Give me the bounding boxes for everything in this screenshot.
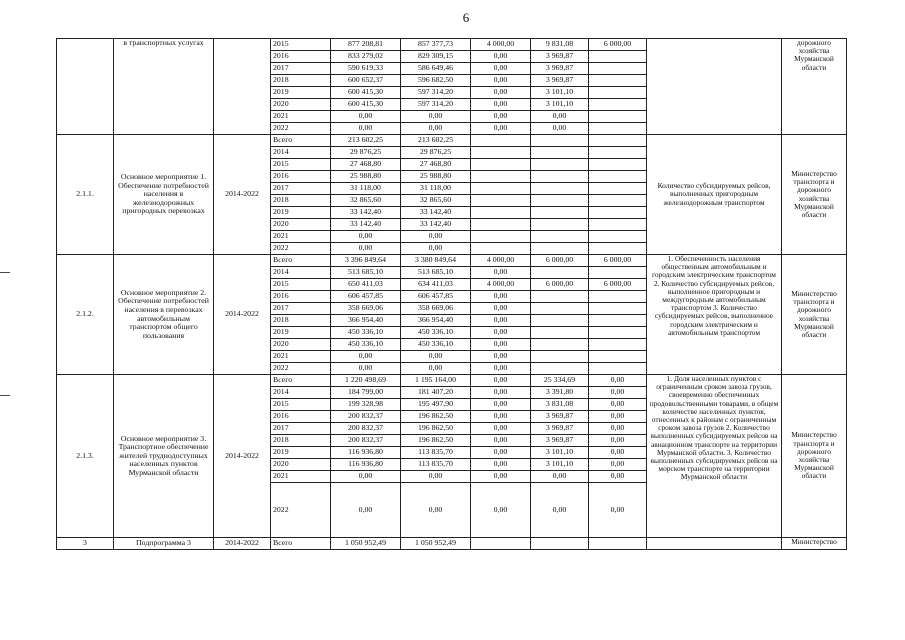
value-cell: 0,00 xyxy=(589,471,647,483)
value-cell: 113 835,70 xyxy=(401,459,471,471)
value-cell xyxy=(589,111,647,123)
value-cell: 0,00 xyxy=(331,351,401,363)
value-cell: 3 969,87 xyxy=(531,423,589,435)
year-cell: 2018 xyxy=(271,195,331,207)
value-cell xyxy=(471,135,531,147)
year-cell: 2019 xyxy=(271,207,331,219)
value-cell: 1 220 498,69 xyxy=(331,375,401,387)
value-cell: 25 334,69 xyxy=(531,375,589,387)
value-cell: 33 142,40 xyxy=(401,207,471,219)
table-row xyxy=(57,538,847,550)
value-cell: 0,00 xyxy=(331,363,401,375)
value-cell xyxy=(531,219,589,231)
value-cell: 0,00 xyxy=(589,459,647,471)
value-cell xyxy=(589,135,647,147)
value-cell: 0,00 xyxy=(331,123,401,135)
year-cell: 2016 xyxy=(271,51,331,63)
row-number: 2.1.3. xyxy=(57,375,114,538)
value-cell: 213 602,25 xyxy=(331,135,401,147)
value-cell: 3 101,10 xyxy=(531,99,589,111)
ministry: Министерство xyxy=(782,538,847,550)
year-cell: 2019 xyxy=(271,327,331,339)
value-cell xyxy=(471,159,531,171)
period: 2014-2022 xyxy=(214,375,271,538)
value-cell: 3 101,10 xyxy=(531,459,589,471)
value-cell: 200 832,37 xyxy=(331,435,401,447)
value-cell xyxy=(531,159,589,171)
value-cell: 184 799,00 xyxy=(331,387,401,399)
year-cell: 2016 xyxy=(271,171,331,183)
year-cell: 2022 xyxy=(271,483,331,538)
value-cell xyxy=(531,327,589,339)
value-cell: 3 969,87 xyxy=(531,75,589,87)
year-cell: 2015 xyxy=(271,39,331,51)
value-cell: 0,00 xyxy=(471,267,531,279)
value-cell: 0,00 xyxy=(471,123,531,135)
value-cell: 6 000,00 xyxy=(589,39,647,51)
year-cell: 2017 xyxy=(271,303,331,315)
value-cell: 0,00 xyxy=(471,327,531,339)
value-cell xyxy=(471,219,531,231)
value-cell: 3 969,87 xyxy=(531,63,589,75)
value-cell: 450 336,10 xyxy=(331,327,401,339)
value-cell: 0,00 xyxy=(401,111,471,123)
value-cell xyxy=(589,195,647,207)
value-cell xyxy=(531,243,589,255)
value-cell: 0,00 xyxy=(589,423,647,435)
value-cell: 0,00 xyxy=(589,483,647,538)
value-cell: 0,00 xyxy=(401,483,471,538)
value-cell xyxy=(531,183,589,195)
value-cell xyxy=(589,159,647,171)
value-cell xyxy=(531,538,589,550)
value-cell: 829 309,15 xyxy=(401,51,471,63)
value-cell: 0,00 xyxy=(589,411,647,423)
event-name: Основное мероприятие 2. Обеспечение потребностей населения в перевозках автомобильным транспортом общего пользования xyxy=(114,255,214,375)
value-cell xyxy=(471,231,531,243)
value-cell: 0,00 xyxy=(331,471,401,483)
year-cell: 2018 xyxy=(271,315,331,327)
value-cell: 597 314,20 xyxy=(401,87,471,99)
indicator: 1. Обеспеченность населения общественным автомобильным и городским электрическим транспортом 2. Количество субсидируемых рейсов, выполненное пригородным и междугородным автомобильным транспортом 3. Количество субсидируемых рейсов, выполненное городским электрическим и автомобильным транспортом xyxy=(647,255,782,375)
year-cell: 2020 xyxy=(271,219,331,231)
year-cell: 2021 xyxy=(271,471,331,483)
value-cell: 600 652,37 xyxy=(331,75,401,87)
ministry: дорожного хозяйства Мурманской области xyxy=(782,39,847,135)
value-cell: 27 468,80 xyxy=(331,159,401,171)
value-cell: 0,00 xyxy=(471,111,531,123)
value-cell xyxy=(589,351,647,363)
value-cell: 0,00 xyxy=(471,87,531,99)
value-cell: 0,00 xyxy=(331,483,401,538)
margin-mark xyxy=(0,395,10,396)
value-cell: 213 602,25 xyxy=(401,135,471,147)
value-cell xyxy=(531,147,589,159)
value-cell: 3 831,08 xyxy=(531,399,589,411)
value-cell: 0,00 xyxy=(471,435,531,447)
value-cell: 0,00 xyxy=(401,363,471,375)
year-cell: 2017 xyxy=(271,423,331,435)
value-cell: 116 936,80 xyxy=(331,459,401,471)
year-cell: 2018 xyxy=(271,435,331,447)
year-cell: 2019 xyxy=(271,447,331,459)
value-cell: 0,00 xyxy=(471,51,531,63)
value-cell: 113 835,70 xyxy=(401,447,471,459)
indicator: 1. Доля населенных пунктов с ограниченным сроком завоза грузов, своевременно обеспеченных продовольственными товарами, в общем количестве населенных пунктов, отнесенных к районам с ограниченным сроком завоза грузов 2. Количество выполненных субсидируемых рейсов на авиационном транспорте на территории Мурманской области. 3. Количество выполненных субсидируемых рейсов на морском транспорте на территории Мурманской области xyxy=(647,375,782,538)
value-cell: 4 000,00 xyxy=(471,279,531,291)
year-cell: 2020 xyxy=(271,99,331,111)
year-cell: 2018 xyxy=(271,75,331,87)
value-cell xyxy=(531,135,589,147)
value-cell: 366 954,40 xyxy=(331,315,401,327)
value-cell: 0,00 xyxy=(471,339,531,351)
event-name: Основное мероприятие 1. Обеспечение потребностей населения в железнодорожных пригородных перевозках xyxy=(114,135,214,255)
value-cell: 3 396 849,64 xyxy=(331,255,401,267)
row-number: 2.1.1. xyxy=(57,135,114,255)
value-cell xyxy=(589,363,647,375)
value-cell xyxy=(589,51,647,63)
page-number: 6 xyxy=(462,10,470,25)
event-name: Подпрограмма 3 xyxy=(114,538,214,550)
value-cell xyxy=(531,207,589,219)
value-cell xyxy=(531,171,589,183)
value-cell: 450 336,10 xyxy=(331,339,401,351)
value-cell: 0,00 xyxy=(331,243,401,255)
value-cell: 116 936,80 xyxy=(331,447,401,459)
value-cell: 6 000,00 xyxy=(589,279,647,291)
value-cell: 3 391,80 xyxy=(531,387,589,399)
value-cell xyxy=(589,147,647,159)
year-cell: 2015 xyxy=(271,279,331,291)
value-cell: 0,00 xyxy=(471,423,531,435)
year-cell: 2014 xyxy=(271,147,331,159)
value-cell: 6 000,00 xyxy=(531,279,589,291)
value-cell: 513 685,10 xyxy=(331,267,401,279)
ministry: Министерство транспорта и дорожного хозяйства Мурманской области xyxy=(782,135,847,255)
value-cell xyxy=(589,87,647,99)
value-cell: 3 380 849,64 xyxy=(401,255,471,267)
value-cell: 195 497,90 xyxy=(401,399,471,411)
value-cell: 513 685,10 xyxy=(401,267,471,279)
value-cell: 3 101,10 xyxy=(531,447,589,459)
value-cell: 32 865,60 xyxy=(401,195,471,207)
year-cell: 2019 xyxy=(271,87,331,99)
year-cell: Всего xyxy=(271,538,331,550)
value-cell xyxy=(531,303,589,315)
year-cell: 2021 xyxy=(271,351,331,363)
value-cell: 0,00 xyxy=(589,447,647,459)
value-cell: 200 832,37 xyxy=(331,423,401,435)
value-cell xyxy=(589,231,647,243)
value-cell xyxy=(589,183,647,195)
value-cell xyxy=(589,327,647,339)
period: 2014-2022 xyxy=(214,538,271,550)
value-cell: 0,00 xyxy=(471,459,531,471)
value-cell xyxy=(531,315,589,327)
value-cell: 0,00 xyxy=(471,483,531,538)
value-cell: 597 314,20 xyxy=(401,99,471,111)
value-cell: 199 328,98 xyxy=(331,399,401,411)
value-cell xyxy=(531,231,589,243)
value-cell: 33 142,40 xyxy=(401,219,471,231)
value-cell: 450 336,10 xyxy=(401,327,471,339)
value-cell: 3 101,10 xyxy=(531,87,589,99)
year-cell: 2020 xyxy=(271,459,331,471)
value-cell: 33 142,40 xyxy=(331,207,401,219)
value-cell: 0,00 xyxy=(471,63,531,75)
year-cell: 2014 xyxy=(271,267,331,279)
value-cell: 590 619,33 xyxy=(331,63,401,75)
value-cell: 0,00 xyxy=(401,123,471,135)
value-cell: 196 862,50 xyxy=(401,411,471,423)
value-cell xyxy=(589,291,647,303)
value-cell xyxy=(531,195,589,207)
year-cell: 2015 xyxy=(271,159,331,171)
value-cell xyxy=(471,183,531,195)
value-cell: 4 000,00 xyxy=(471,39,531,51)
indicator xyxy=(647,538,782,550)
table-row xyxy=(57,255,847,267)
value-cell: 366 954,40 xyxy=(401,315,471,327)
value-cell: 6 000,00 xyxy=(531,255,589,267)
value-cell: 4 000,00 xyxy=(471,255,531,267)
value-cell: 606 457,85 xyxy=(331,291,401,303)
year-cell: 2022 xyxy=(271,243,331,255)
value-cell: 31 118,00 xyxy=(331,183,401,195)
value-cell xyxy=(589,99,647,111)
value-cell xyxy=(471,243,531,255)
year-cell: 2016 xyxy=(271,411,331,423)
value-cell: 0,00 xyxy=(471,75,531,87)
value-cell: 0,00 xyxy=(471,315,531,327)
ministry: Министерство транспорта и дорожного хозяйства Мурманской области xyxy=(782,375,847,538)
value-cell: 0,00 xyxy=(589,399,647,411)
value-cell: 0,00 xyxy=(531,471,589,483)
value-cell: 9 831,08 xyxy=(531,39,589,51)
value-cell: 586 649,46 xyxy=(401,63,471,75)
value-cell: 3 969,87 xyxy=(531,435,589,447)
value-cell: 181 407,20 xyxy=(401,387,471,399)
value-cell: 450 336,10 xyxy=(401,339,471,351)
year-cell: 2021 xyxy=(271,231,331,243)
value-cell: 0,00 xyxy=(331,111,401,123)
value-cell xyxy=(589,339,647,351)
value-cell: 0,00 xyxy=(401,471,471,483)
year-cell: 2022 xyxy=(271,123,331,135)
value-cell xyxy=(531,351,589,363)
value-cell: 0,00 xyxy=(401,231,471,243)
value-cell xyxy=(471,171,531,183)
value-cell: 0,00 xyxy=(471,375,531,387)
value-cell: 29 876,25 xyxy=(401,147,471,159)
table-row xyxy=(57,375,847,387)
value-cell: 0,00 xyxy=(471,351,531,363)
value-cell: 1 195 164,00 xyxy=(401,375,471,387)
value-cell: 196 862,50 xyxy=(401,435,471,447)
year-cell: Всего xyxy=(271,375,331,387)
value-cell xyxy=(589,243,647,255)
value-cell: 31 118,00 xyxy=(401,183,471,195)
value-cell: 358 669,06 xyxy=(331,303,401,315)
year-cell: 2015 xyxy=(271,399,331,411)
value-cell xyxy=(471,195,531,207)
year-cell: 2022 xyxy=(271,363,331,375)
row-number: 2.1.2. xyxy=(57,255,114,375)
value-cell: 29 876,25 xyxy=(331,147,401,159)
value-cell xyxy=(589,75,647,87)
value-cell: 1 050 952,49 xyxy=(331,538,401,550)
value-cell: 650 411,03 xyxy=(331,279,401,291)
value-cell xyxy=(589,315,647,327)
value-cell: 833 279,02 xyxy=(331,51,401,63)
year-cell: Всего xyxy=(271,135,331,147)
value-cell: 857 377,73 xyxy=(401,39,471,51)
year-cell: 2014 xyxy=(271,387,331,399)
value-cell xyxy=(589,267,647,279)
row-number-cell xyxy=(57,39,114,135)
value-cell: 3 969,87 xyxy=(531,51,589,63)
value-cell: 27 468,80 xyxy=(401,159,471,171)
value-cell: 0,00 xyxy=(471,447,531,459)
value-cell xyxy=(589,207,647,219)
value-cell: 0,00 xyxy=(471,99,531,111)
value-cell xyxy=(531,267,589,279)
value-cell: 596 682,50 xyxy=(401,75,471,87)
table-row xyxy=(57,135,847,147)
year-cell: 2017 xyxy=(271,183,331,195)
value-cell: 0,00 xyxy=(471,471,531,483)
period: 2014-2022 xyxy=(214,135,271,255)
row-number: 3 xyxy=(57,538,114,550)
value-cell: 0,00 xyxy=(531,111,589,123)
ministry: Министерство транспорта и дорожного хозяйства Мурманской области xyxy=(782,255,847,375)
year-cell: 2021 xyxy=(271,111,331,123)
value-cell: 0,00 xyxy=(589,375,647,387)
year-cell: 2017 xyxy=(271,63,331,75)
value-cell: 25 988,80 xyxy=(401,171,471,183)
value-cell xyxy=(531,339,589,351)
value-cell: 0,00 xyxy=(531,123,589,135)
event-name: в транспортных услугах xyxy=(114,39,214,135)
value-cell: 0,00 xyxy=(401,243,471,255)
value-cell: 0,00 xyxy=(471,291,531,303)
value-cell: 196 862,50 xyxy=(401,423,471,435)
value-cell: 0,00 xyxy=(471,411,531,423)
period: 2014-2022 xyxy=(214,255,271,375)
value-cell: 32 865,60 xyxy=(331,195,401,207)
value-cell: 0,00 xyxy=(401,351,471,363)
value-cell: 200 832,37 xyxy=(331,411,401,423)
year-cell: 2016 xyxy=(271,291,331,303)
year-cell: Всего xyxy=(271,255,331,267)
value-cell: 600 415,30 xyxy=(331,87,401,99)
value-cell: 600 415,30 xyxy=(331,99,401,111)
value-cell: 877 208,81 xyxy=(331,39,401,51)
year-cell: 2020 xyxy=(271,339,331,351)
value-cell xyxy=(589,538,647,550)
value-cell: 358 669,06 xyxy=(401,303,471,315)
value-cell: 0,00 xyxy=(589,387,647,399)
indicator: Количество субсидируемых рейсов, выполненных пригородным железнодорожным транспортом xyxy=(647,135,782,255)
value-cell: 0,00 xyxy=(471,363,531,375)
value-cell: 0,00 xyxy=(471,387,531,399)
indicator-cell xyxy=(647,39,782,135)
value-cell xyxy=(471,538,531,550)
value-cell: 33 142,40 xyxy=(331,219,401,231)
value-cell: 0,00 xyxy=(531,483,589,538)
event-name: Основное мероприятие 3. Транспортное обеспечение жителей труднодоступных населенных пунктов Мурманской области xyxy=(114,375,214,538)
value-cell: 1 050 952,49 xyxy=(401,538,471,550)
value-cell xyxy=(471,147,531,159)
value-cell: 606 457,85 xyxy=(401,291,471,303)
value-cell xyxy=(531,363,589,375)
value-cell: 0,00 xyxy=(589,435,647,447)
value-cell: 0,00 xyxy=(331,231,401,243)
value-cell xyxy=(589,171,647,183)
period-cell xyxy=(214,39,271,135)
table-row xyxy=(57,39,847,51)
value-cell: 6 000,00 xyxy=(589,255,647,267)
value-cell xyxy=(589,123,647,135)
value-cell: 0,00 xyxy=(471,303,531,315)
value-cell xyxy=(531,291,589,303)
value-cell: 0,00 xyxy=(471,399,531,411)
value-cell: 25 988,80 xyxy=(331,171,401,183)
value-cell: 3 969,87 xyxy=(531,411,589,423)
value-cell xyxy=(589,219,647,231)
budget-table xyxy=(56,38,847,550)
value-cell xyxy=(589,303,647,315)
value-cell xyxy=(471,207,531,219)
value-cell xyxy=(589,63,647,75)
margin-mark xyxy=(0,272,10,273)
value-cell: 634 411,03 xyxy=(401,279,471,291)
